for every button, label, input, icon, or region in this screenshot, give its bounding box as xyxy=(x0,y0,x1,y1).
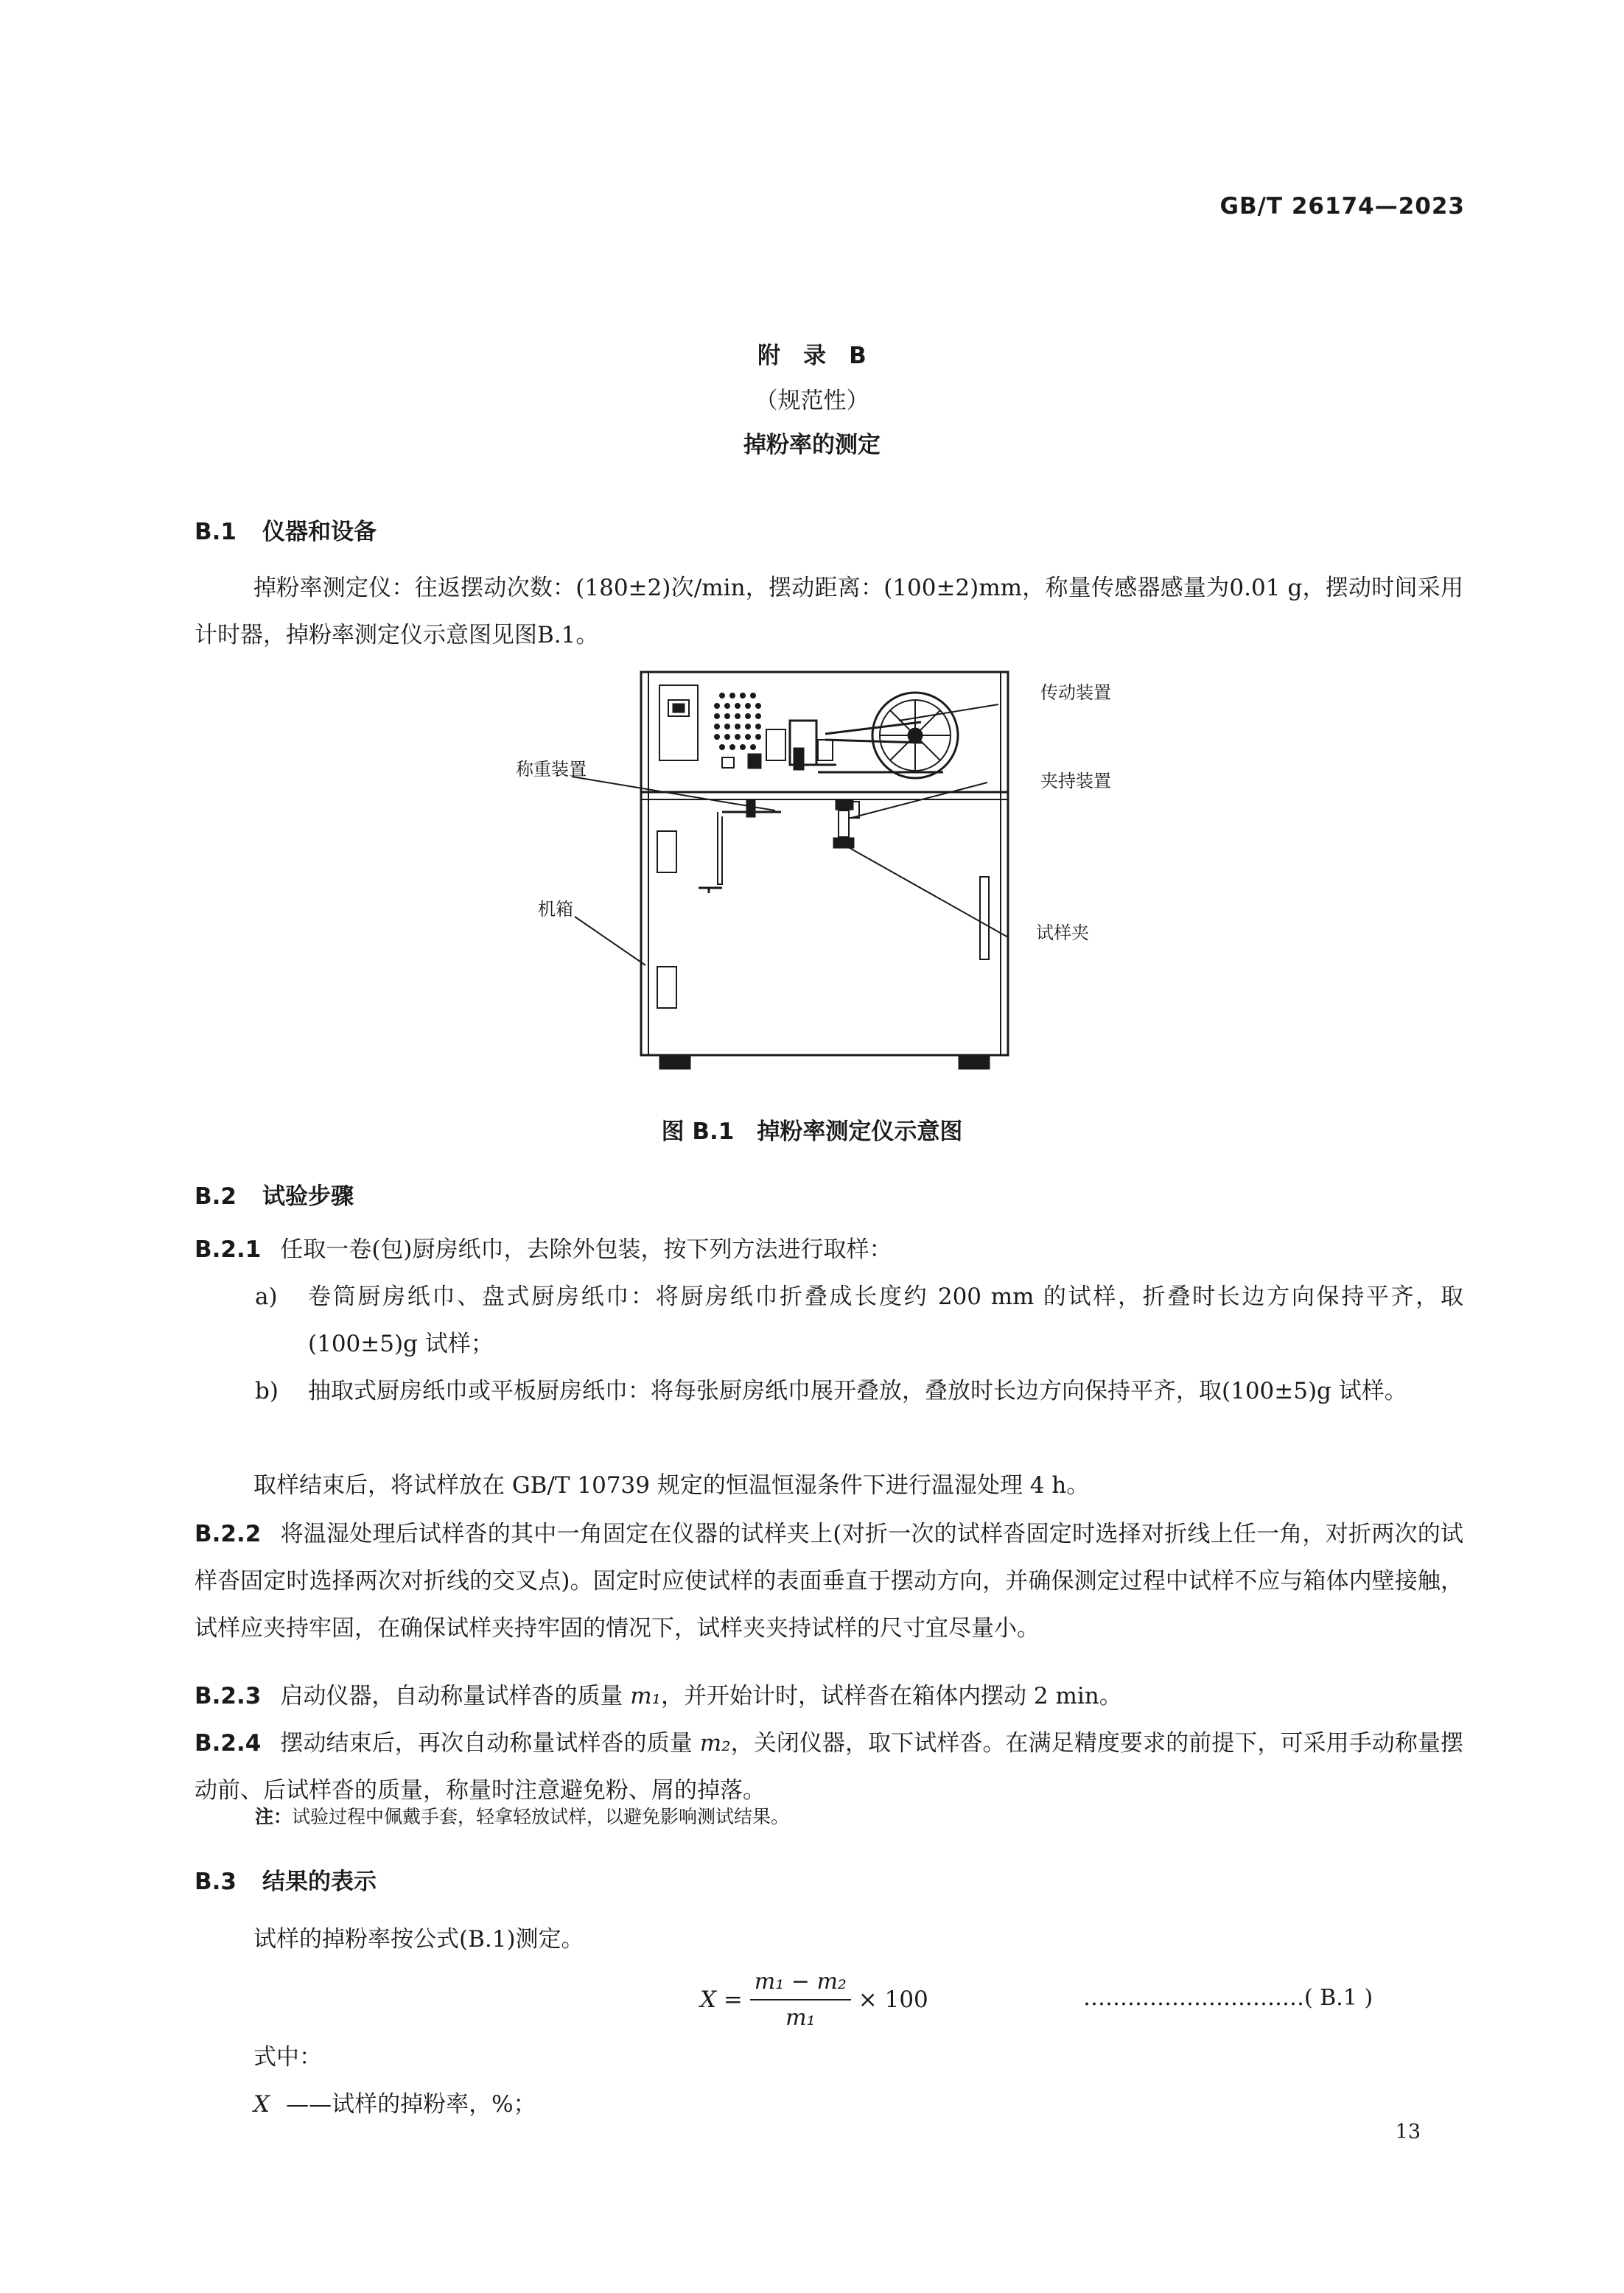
clause-number: B.2.2 xyxy=(195,1521,262,1547)
clause-text: 摆动结束后，再次自动称量试样沓的质量 xyxy=(280,1730,700,1757)
formula-lhs: X = xyxy=(700,1986,743,2013)
section-number: B.1 xyxy=(195,519,237,545)
page-number: 13 xyxy=(1395,2121,1421,2143)
item-a-text: 卷筒厨房纸巾、盘式厨房纸巾：将厨房纸巾折叠成长度约 200 mm 的试样，折叠时长边方向保持平齐，取(100±5)g 试样； xyxy=(308,1284,1463,1357)
section-b2-heading xyxy=(195,1177,354,1211)
variable-m1: m₁ xyxy=(630,1683,662,1709)
figure-b1-diagram xyxy=(501,663,1135,1076)
formula-eq-no: ( B.1 ) xyxy=(1304,1985,1373,2011)
clause-text: 任取一卷(包)厨房纸巾，去除外包装，按下列方法进行取样： xyxy=(280,1236,892,1263)
appendix-nature: （规范性） xyxy=(755,388,869,414)
formula-fraction xyxy=(750,1969,851,2031)
clause-number: B.2.4 xyxy=(195,1730,262,1757)
variable-m2: m₂ xyxy=(699,1730,731,1757)
section-title: 试验步骤 xyxy=(262,1183,354,1210)
formula-numerator: m₁ − m₂ xyxy=(750,1969,851,2000)
where-description: ——试样的掉粉率，%； xyxy=(286,2091,536,2118)
clause-number: B.2.3 xyxy=(195,1683,262,1709)
label-cabinet: 机箱 xyxy=(538,899,573,920)
formula-times: × 100 xyxy=(858,1986,928,2013)
formula-leader: ………………………… xyxy=(1083,1985,1304,2011)
label-weigh-device: 称重装置 xyxy=(516,759,587,780)
label-clamp-device: 夹持装置 xyxy=(1040,771,1111,791)
figure-caption: 图 B.1 掉粉率测定仪示意图 xyxy=(661,1119,963,1145)
clause-text-tail: ，并开始计时，试样沓在箱体内摆动 2 min。 xyxy=(661,1683,1122,1709)
label-drive-device: 传动装置 xyxy=(1040,682,1111,703)
b1-paragraph: 掉粉率测定仪：往返摆动次数：(180±2)次/min，摆动距离：(100±2)mm，称量传感器感量为0.01 g，摆动时间采用计时器，掉粉率测定仪示意图见图B.1。 xyxy=(195,575,1463,648)
section-title: 仪器和设备 xyxy=(262,519,377,545)
item-b-text: 抽取式厨房纸巾或平板厨房纸巾：将每张厨房纸巾展开叠放，叠放时长边方向保持平齐，取(100±5)g 试样。 xyxy=(308,1378,1407,1404)
section-number: B.3 xyxy=(195,1869,237,1895)
label-sample-clamp: 试样夹 xyxy=(1036,923,1089,943)
section-number: B.2 xyxy=(195,1183,237,1210)
cabinet-outline xyxy=(641,672,1008,1055)
b3-intro: 试样的掉粉率按公式(B.1)测定。 xyxy=(253,1926,584,1953)
where-def xyxy=(253,2081,536,2128)
appendix-title: 掉粉率的测定 xyxy=(743,432,881,458)
appendix-label: 附 录 B xyxy=(757,343,867,369)
b21-after: 取样结束后，将试样放在 GB/T 10739 规定的恒温恒湿条件下进行温湿处理 4 h。 xyxy=(253,1472,1090,1499)
clause-number: B.2.1 xyxy=(195,1236,262,1263)
formula-number xyxy=(1083,1985,1373,2011)
b24-paragraph xyxy=(195,1720,1463,1814)
formula-denominator: m₁ xyxy=(785,2005,816,2031)
clause-text-tail: ，关闭仪器，取下试样沓。在满足精度要求的前提下，可采用手动称量摆动前、后试样沓的质量，称量时注意避免粉、屑的掉落。 xyxy=(195,1730,1463,1804)
item-b-label: b) xyxy=(255,1378,279,1404)
item-a-label: a) xyxy=(255,1284,278,1310)
formula-b1 xyxy=(700,1969,928,2031)
b23-paragraph xyxy=(195,1673,1463,1720)
where-label: 式中： xyxy=(253,2044,322,2070)
b21-paragraph xyxy=(195,1226,1463,1273)
section-title: 结果的表示 xyxy=(262,1869,377,1895)
where-symbol: X xyxy=(253,2091,270,2118)
standard-number: GB/T 26174—2023 xyxy=(1219,193,1465,220)
note xyxy=(255,1802,789,1829)
clause-text: 启动仪器，自动称量试样沓的质量 xyxy=(280,1683,631,1709)
note-label: 注： xyxy=(255,1806,293,1827)
section-b3-heading xyxy=(195,1863,377,1896)
clause-text: 将温湿处理后试样沓的其中一角固定在仪器的试样夹上(对折一次的试样沓固定时选择对折线上任一角，对折两次的试样沓固定时选择两次对折线的交叉点)。固定时应使试样的表面垂直于摆动方向，并确保测定过程中试样不应与箱体内壁接触，试样应夹持牢固，在确保试样夹持牢固的情况下，试样夹夹持试样的尺寸宜尽量小。 xyxy=(195,1521,1463,1642)
b22-paragraph xyxy=(195,1510,1463,1652)
note-text: 试验过程中佩戴手套，轻拿轻放试样，以避免影响测试结果。 xyxy=(292,1806,790,1827)
vent-grid xyxy=(714,693,761,750)
section-b1-heading xyxy=(195,513,377,546)
